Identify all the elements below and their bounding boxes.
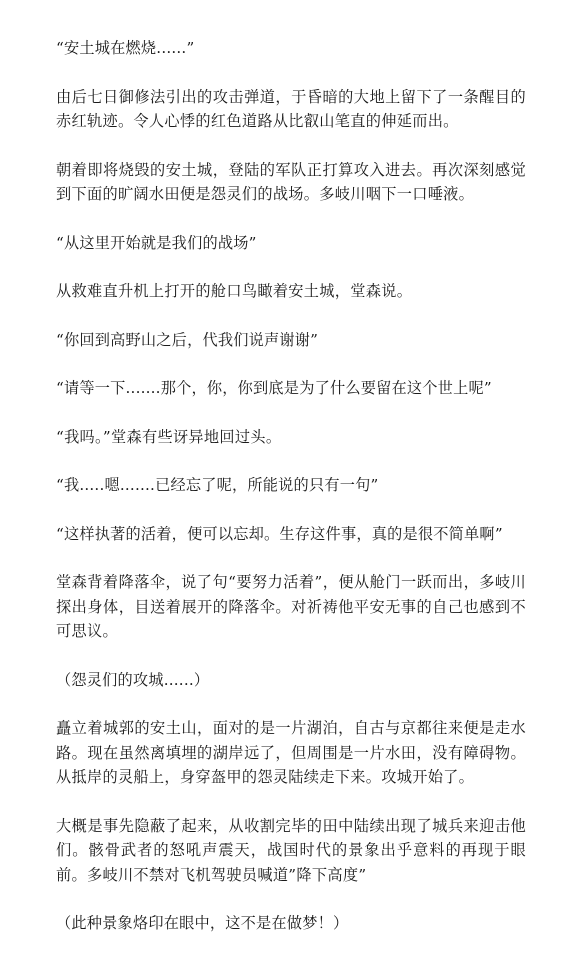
- paragraph-6: “你回到高野山之后，代我们说声谢谢”: [56, 330, 319, 349]
- paragraph-1: “安土城在燃烧......”: [56, 39, 195, 57]
- paragraph-12: （怨灵们的攻城......）: [56, 670, 210, 689]
- paragraph-13: 矗立着城郭的安土山，面对的是一片湖泊，自古与京都往来便是走水路。现在虽然离填埋的湖岸远了，但周围是一片水田，没有障碍物。从抵岸的灵船上，身穿盔甲的怨灵陆续走下来。攻城开始了。: [56, 719, 526, 786]
- paragraph-7: “请等一下.......那个，你，你到底是为了什么要留在这个世上呢”: [56, 379, 492, 397]
- paragraph-2: 由后七日御修法引出的攻击弹道，于昏暗的大地上留下了一条醒目的赤红轨迹。令人心悸的红色道路从比叡山笔直的伸延而出。: [56, 87, 526, 130]
- paragraph-8: “我吗。”堂森有些讶异地回过头。: [56, 427, 282, 446]
- paragraph-9: “我.....嗯.......已经忘了呢，所能说的只有一句”: [56, 476, 379, 494]
- paragraph-4: “从这里开始就是我们的战场”: [56, 233, 257, 252]
- paragraph-15: （此种景象烙印在眼中，这不是在做梦！）: [56, 914, 349, 932]
- paragraph-5: 从救难直升机上打开的舱口鸟瞰着安土城，堂森说。: [56, 282, 413, 300]
- paragraph-10: “这样执著的活着，便可以忘却。生存这件事，真的是很不简单啊”: [56, 524, 503, 543]
- paragraph-11: 堂森背着降落伞，说了句“要努力活着”，便从舱门一跃而出，多岐川探出身体，目送着展开的降落伞。对祈祷他平安无事的自己也感到不可思议。: [56, 573, 526, 640]
- paragraph-3: 朝着即将烧毁的安土城，登陆的军队正打算攻入进去。再次深刻感觉到下面的旷阔水田便是怨灵们的战场。多岐川咽下一口唾液。: [56, 160, 526, 203]
- document-page: [56, 36, 526, 960]
- paragraph-14: 大概是事先隐蔽了起来，从收割完毕的田中陆续出现了城兵来迎击他们。骸骨武者的怒吼声震天，战国时代的景象出乎意料的再现于眼前。多岐川不禁对飞机驾驶员喊道”降下高度”: [56, 816, 526, 884]
